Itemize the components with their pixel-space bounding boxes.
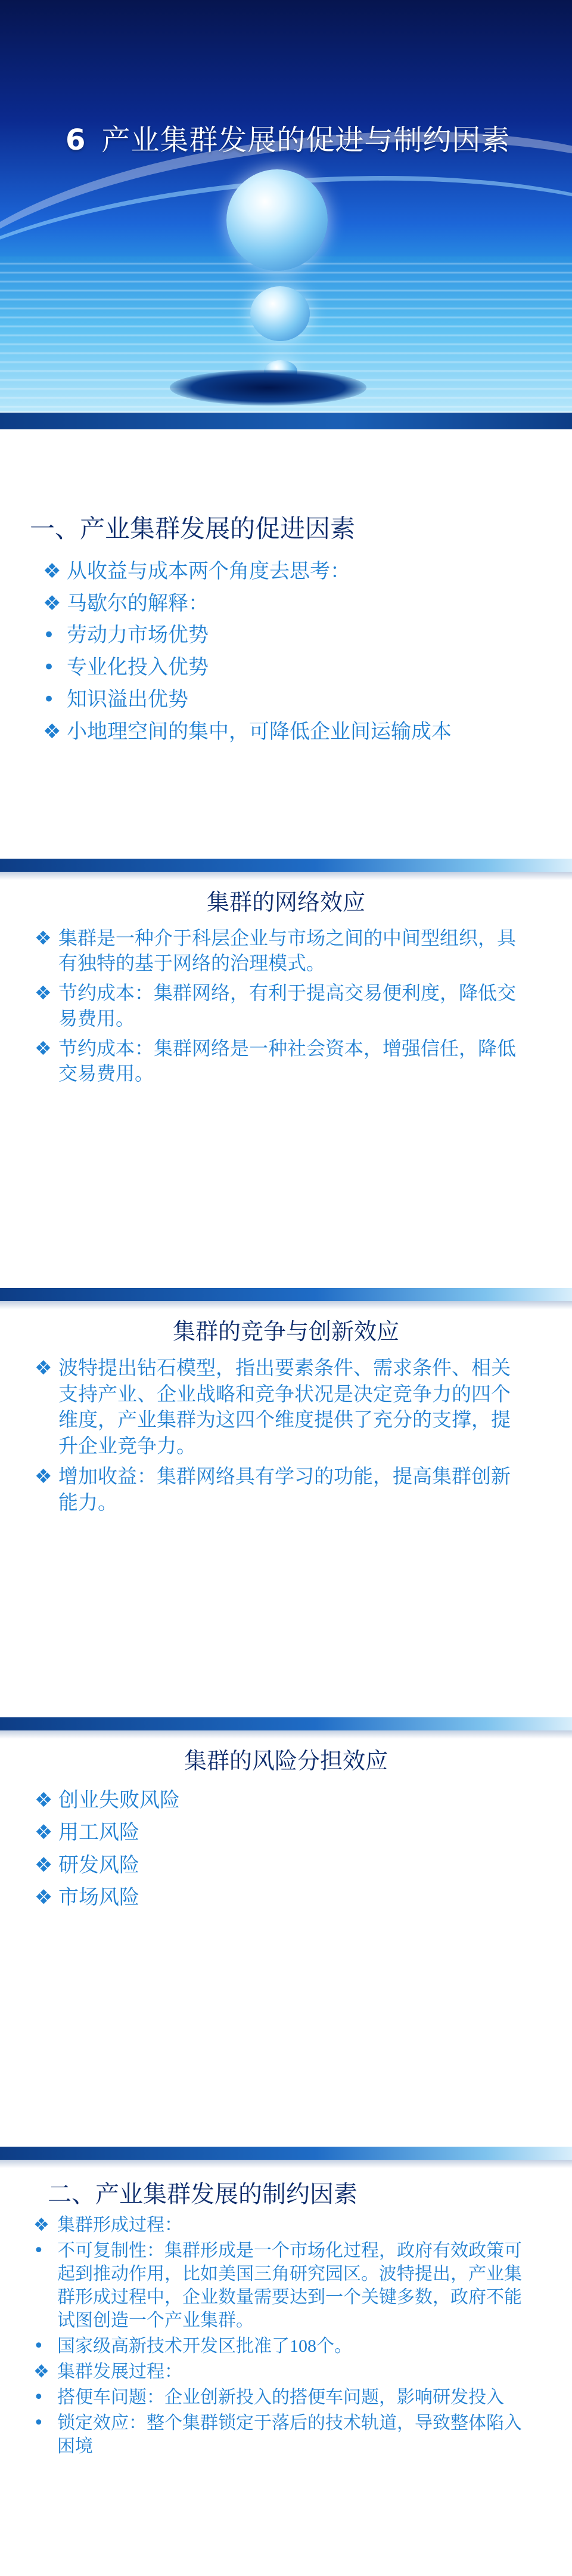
bullet-icon: ❖ xyxy=(35,1356,52,1379)
top-bar xyxy=(0,1288,572,1301)
bullet-list xyxy=(33,2213,534,2460)
bullet-list xyxy=(35,925,528,1091)
bullet-icon: ❖ xyxy=(35,1853,53,1877)
bullet-icon: ❖ xyxy=(43,559,61,583)
list-item xyxy=(33,2386,534,2409)
bullet-icon: • xyxy=(33,2240,44,2261)
item-label: 集群形成过程： xyxy=(57,2215,182,2236)
list-item: ❖ 市场风险 xyxy=(35,1881,528,1914)
bullet-icon: ❖ xyxy=(43,591,61,615)
bullet-icon: ❖ xyxy=(35,1788,53,1812)
slide-network-effect xyxy=(0,859,572,1288)
list-item xyxy=(33,2411,534,2458)
list-item: • 知识溢出优势 xyxy=(43,684,543,716)
slide-heading: 集群的竞争与创新效应 xyxy=(172,1318,399,1345)
bullet-icon: ❖ xyxy=(35,982,52,1005)
item-text: 集群网络，有利于提高交易便利度，降低交易费用。 xyxy=(58,982,517,1029)
top-shade xyxy=(0,1301,572,1309)
bullet-icon: ❖ xyxy=(33,2215,49,2236)
bullet-icon: ❖ xyxy=(43,719,61,744)
slide-risk-sharing xyxy=(0,1717,572,2147)
list-item: ❖ 波特提出钻石模型，指出要素条件、需求条件、相关支持产业、企业战略和竞争状况是决定竞争力的四个维度，产业集群为这四个维度提供了充分的支撑，提升企业竞争力。 xyxy=(35,1356,511,1457)
list-item: ❖ 从收益与成本两个角度去思考： xyxy=(43,556,543,588)
bullet-icon: ❖ xyxy=(35,1036,52,1060)
bullet-icon: ❖ xyxy=(35,1820,53,1845)
slide-promoting-factors xyxy=(0,429,572,859)
item-text: 集群网络是一种社会资本，增强信任，降低交易费用。 xyxy=(58,1037,517,1085)
list-item: ❖ 创业失败风险 xyxy=(35,1784,528,1816)
water-drop-medium xyxy=(250,286,310,341)
slide-heading: 二、产业集群发展的制约因素 xyxy=(48,2181,358,2208)
slide-constraining-factors xyxy=(0,2147,572,2576)
top-bar xyxy=(0,2147,572,2160)
list-item: ❖ 研发风险 xyxy=(35,1849,528,1881)
item-text: 国家级高新技术开发区批准了108个。 xyxy=(57,2336,352,2356)
top-bar xyxy=(0,1717,572,1730)
slide-competition-innovation xyxy=(0,1288,572,1717)
chapter-number: 6 xyxy=(66,123,86,157)
water-drop-large xyxy=(226,169,328,271)
slide-heading: 集群的网络效应 xyxy=(206,889,365,915)
bullet-icon: • xyxy=(33,2413,44,2433)
bullet-icon: ❖ xyxy=(35,927,52,949)
top-shade xyxy=(0,872,572,880)
list-item: • 劳动力市场优势 xyxy=(43,620,543,652)
bullet-icon: ❖ xyxy=(33,2361,49,2382)
list-item xyxy=(33,2213,534,2237)
bullet-icon: ❖ xyxy=(35,1885,53,1910)
bullet-icon: • xyxy=(33,2336,44,2357)
item-label: 不可复制性： xyxy=(57,2240,164,2261)
bullet-list xyxy=(35,1784,528,1914)
list-item xyxy=(33,2334,534,2358)
bullet-icon: ❖ xyxy=(35,1465,52,1488)
list-item xyxy=(33,2360,534,2383)
title-slide xyxy=(0,0,572,429)
top-bar xyxy=(0,859,572,872)
list-item: ❖ 用工风险 xyxy=(35,1816,528,1849)
item-label: 锁定效应： xyxy=(57,2413,147,2433)
title-text: 产业集群发展的促进与制约因素 xyxy=(101,123,511,157)
bullet-icon: • xyxy=(43,687,55,711)
list-item xyxy=(35,980,528,1030)
bullet-icon: • xyxy=(33,2387,44,2408)
bullet-list xyxy=(43,556,543,748)
item-label: 节约成本： xyxy=(58,982,154,1005)
top-shade xyxy=(0,2160,572,2168)
list-item: • 专业化投入优势 xyxy=(43,652,543,684)
bullet-icon: • xyxy=(43,623,55,648)
item-label: 节约成本： xyxy=(58,1036,154,1060)
slide-heading: 集群的风险分担效应 xyxy=(184,1748,388,1774)
slide-heading: 一、产业集群发展的促进因素 xyxy=(30,514,356,543)
item-text: 企业创新投入的搭便车问题，影响研发投入 xyxy=(164,2388,504,2407)
top-shade xyxy=(0,1730,572,1739)
list-item: ❖ 小地理空间的集中，可降低企业间运输成本 xyxy=(43,716,543,748)
bullet-list xyxy=(35,1355,528,1520)
item-label: 集群发展过程： xyxy=(57,2361,182,2382)
water-splash-ring xyxy=(170,370,366,405)
list-item xyxy=(35,925,528,976)
list-item: ❖ 增加收益：集群网络具有学习的功能，提高集群创新能力。 xyxy=(35,1465,511,1514)
slide-title xyxy=(66,117,510,158)
item-text: 整个集群锁定于落后的技术轨道，导致整体陷入困境 xyxy=(57,2413,522,2456)
item-label: 搭便车问题： xyxy=(57,2387,164,2408)
list-item: ❖ 马歇尔的解释： xyxy=(43,588,543,620)
list-item xyxy=(35,1036,528,1086)
item-text: 集群是一种介于科层企业与市场之间的中间型组织，具有独特的基于网络的治理模式。 xyxy=(58,927,517,974)
bottom-bar xyxy=(0,413,572,429)
bullet-icon: • xyxy=(43,655,55,680)
list-item xyxy=(33,2239,534,2332)
item-text: 集群形成是一个市场化过程，政府有效政策可起到推动作用，比如美国三角研究园区。波特提出，产业集群形成过程中，企业数量需要达到一个关键多数，政府不能试图创造一个产业集群。 xyxy=(57,2241,522,2330)
